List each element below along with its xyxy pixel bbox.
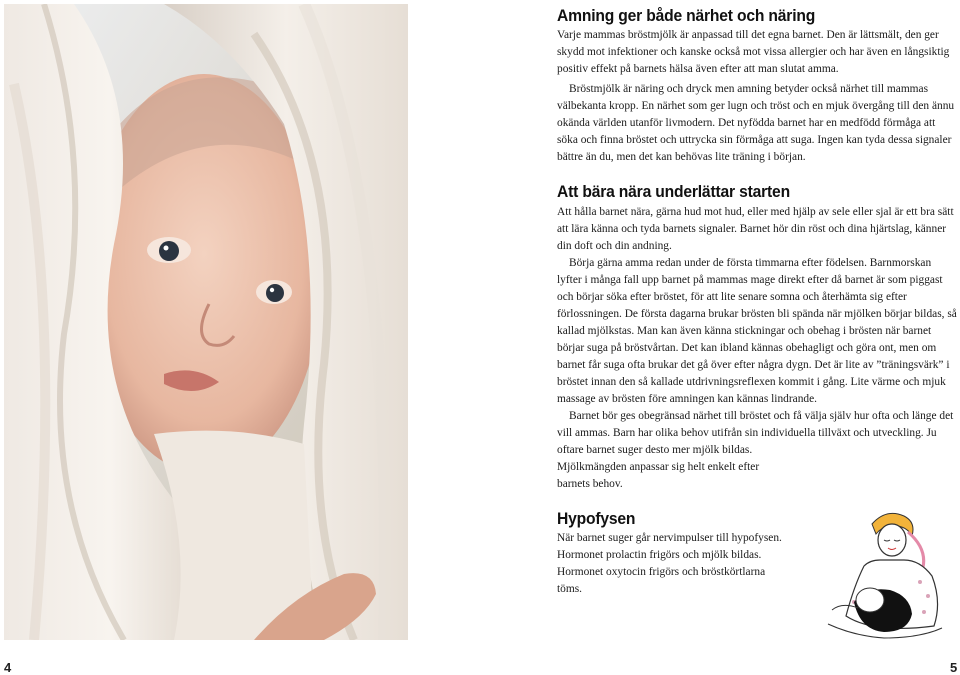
section-breastfeeding	[557, 6, 957, 166]
page-number-right: 5	[950, 660, 958, 675]
baby-in-sling-image	[4, 4, 408, 640]
paragraph: När barnet suger går nervimpulser till hypofysen. Hormonet prolactin frigörs och mjölk bildas. Hormonet oxytocin frigörs och bröstkörtlarna töms.	[557, 532, 782, 595]
paragraph: Börja gärna amma redan under de första timmarna efter födelsen. Barnmorskan lyfter i många fall upp barnet på mammas mage direkt efter då barnet är som piggast och börjar söka efter bröstet, för att lite senare somna och återhämta sig efter förlossningen. De första dagarna brukar brösten bli spända när mjölken börjar bildas, så kallad mjölkstas. Man kan även känna stickningar och obehag i brösten när barnet börjar suga på bröstvårtan. Det kan ibland kännas obehagligt och göra ont, men om barnet får suga ofta brukar det gå över efter några dygn. Det är lite av ”träningsvärk” i bröstet innan den så kallade utdrivningsreflexen kommit i gång. Lite värme och mjuk massage av brösten före amningen kan kännas lindrande.	[557, 257, 957, 405]
page-number-left: 4	[4, 660, 12, 675]
section-heading: Att bära nära underlättar starten	[557, 182, 790, 201]
paragraph: Mjölkmängden anpassar sig helt enkelt efter barnets behov.	[557, 461, 760, 490]
section-carrying	[557, 182, 957, 493]
mother-nursing-drawing	[824, 506, 950, 644]
paragraph: Varje mammas bröstmjölk är anpassad till det egna barnet. Den är lättsmält, den ger skydd mot infektioner och kanske också mot vissa allergier och har även en långsiktig positiv effekt på barnets hälsa även efter att man slutat amma.	[557, 29, 950, 75]
paragraph: Bröstmjölk är näring och dryck men amning betyder också närhet till mammas välbekanta kropp. En närhet som ger lugn och tröst och en mjuk övergång till den ännu okända världen utanför livmodern. Det nyfödda barnet har en medfödd förmåga att söka och finna bröstet och uttrycka sin förmåga att suga. Ingen kan tyda dessa signaler bättre än du, men det kan behövas lite träning i början.	[557, 83, 955, 163]
paragraph: Att hålla barnet nära, gärna hud mot hud, eller med hjälp av sele eller sjal är ett bra sätt att lära känna och tyda barnets signaler. Barnet hör din röst och dina hjärtslag, känner din doft och din andning.	[557, 206, 954, 252]
paragraph: Barnet bör ges obegränsad närhet till bröstet och få välja själv hur ofta och länge det vill ammas. Barn har olika behov utifrån sin individuella tillväxt och utveckling. Ju oftare barnet suger desto mer mjölk bildas.	[557, 410, 954, 456]
baby-photo	[4, 4, 408, 640]
section-heading: Amning ger både närhet och näring	[557, 6, 816, 25]
section-heading: Hypofysen	[557, 509, 636, 528]
breastfeeding-illustration	[824, 506, 950, 644]
